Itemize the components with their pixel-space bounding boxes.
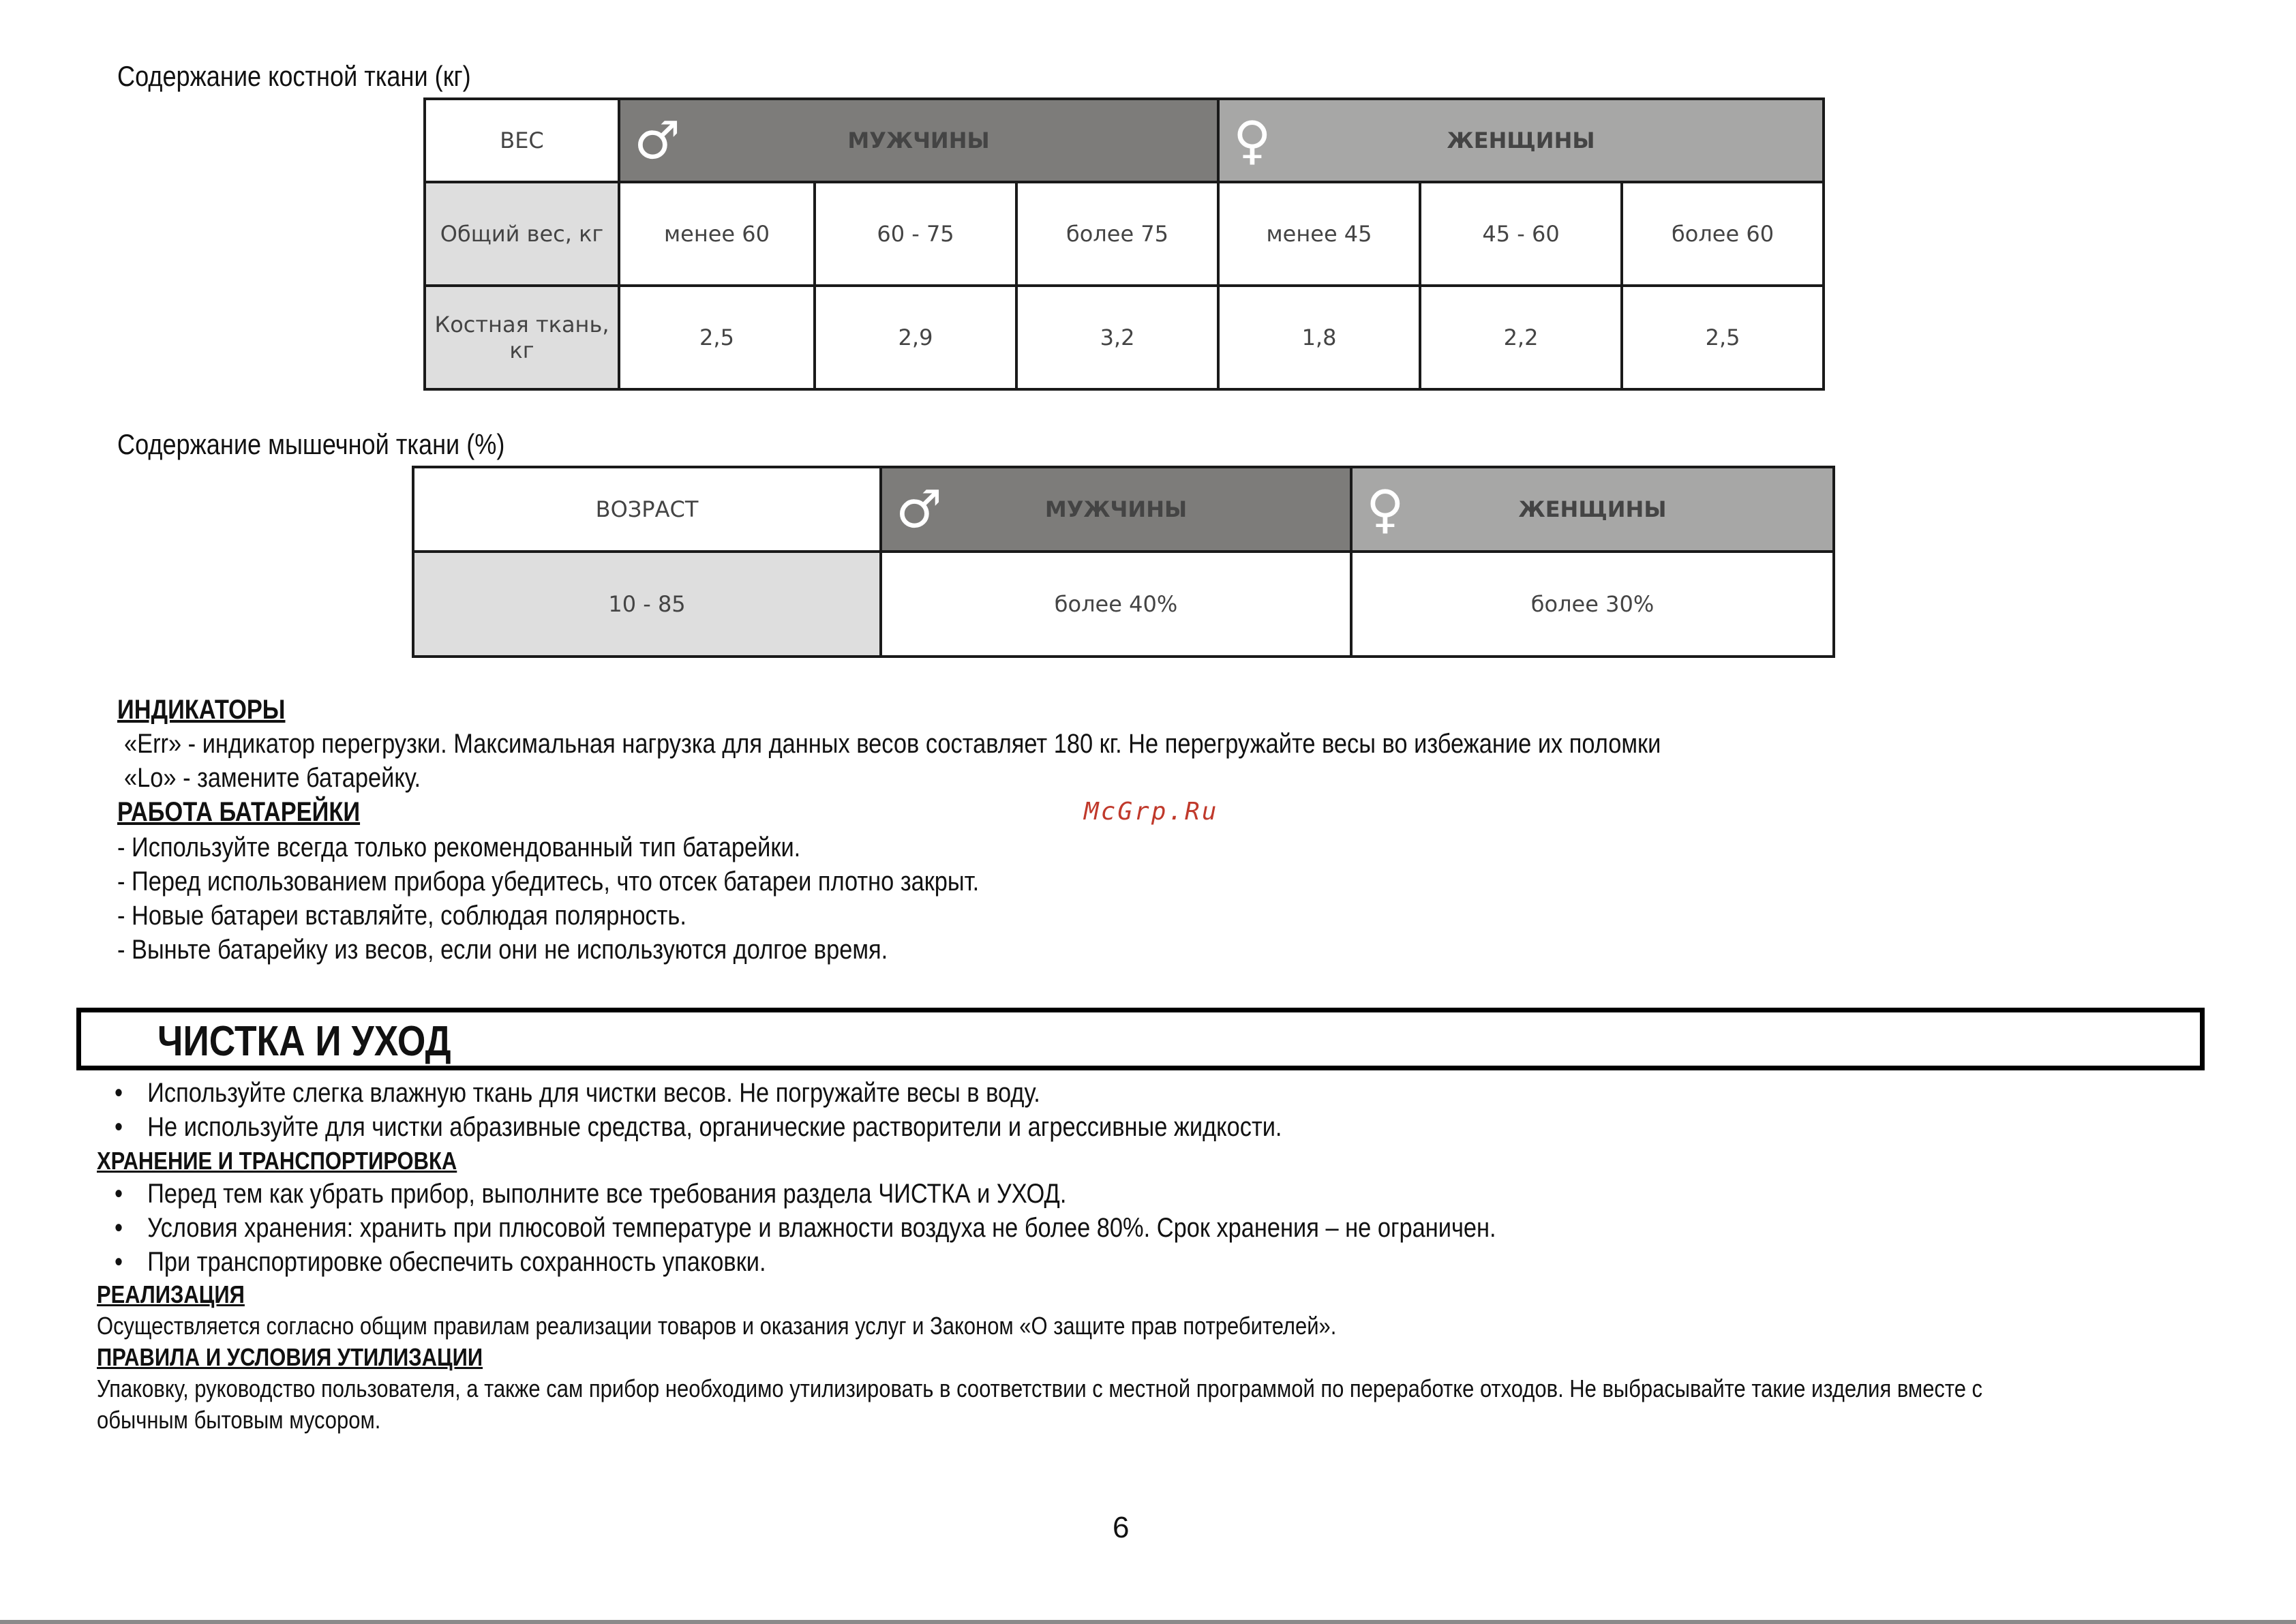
cleaning-heading-box: [76, 1008, 2205, 1070]
cleaning-item-text: Используйте слегка влажную ткань для чистки весов. Не погружайте весы в воду.: [147, 1078, 1040, 1108]
bone-table: [423, 97, 1825, 391]
muscle-women-header-label: ЖЕНЩИНЫ: [1518, 496, 1667, 522]
indicators-lo-line: «Lo» - замените батарейку.: [124, 763, 421, 793]
age-range: 10 - 85: [413, 552, 881, 657]
table-cell: 45 - 60: [1420, 182, 1622, 286]
battery-item: - Новые батареи вставляйте, соблюдая полярность.: [117, 901, 686, 931]
bullet-icon: •: [115, 1112, 123, 1142]
table-cell: 60 - 75: [815, 182, 1016, 286]
cleaning-item: [115, 1110, 1282, 1144]
battery-item: - Выньте батарейку из весов, если они не используются долгое время.: [117, 935, 888, 965]
cleaning-item-text: Не используйте для чистки абразивные средства, органические растворители и агрессивные жидкости.: [147, 1112, 1282, 1142]
table-cell: 2,5: [619, 286, 815, 389]
battery-item: - Перед использованием прибора убедитесь, что отсек батареи плотно закрыт.: [117, 867, 980, 897]
table-cell: менее 60: [619, 182, 815, 286]
cleaning-heading: ЧИСТКА И УХОД: [157, 1018, 451, 1065]
storage-item: [115, 1177, 1066, 1211]
male-symbol-icon: ♂: [634, 110, 681, 170]
male-symbol-icon: ♂: [896, 479, 943, 539]
sale-heading: РЕАЛИЗАЦИЯ: [97, 1280, 245, 1308]
disposal-heading: ПРАВИЛА И УСЛОВИЯ УТИЛИЗАЦИИ: [97, 1343, 483, 1371]
table-cell: 2,2: [1420, 286, 1622, 389]
battery-heading: РАБОТА БАТАРЕЙКИ: [117, 797, 361, 827]
storage-item: [115, 1245, 766, 1279]
bone-tissue-label: [425, 286, 619, 389]
muscle-women-header: [1351, 467, 1834, 552]
bullet-icon: •: [115, 1247, 123, 1277]
indicators-err-line: «Err» - индикатор перегрузки. Максимальная нагрузка для данных весов составляет 180 кг. Не перегружайте весы во избежание их поломки: [124, 729, 1661, 759]
men-muscle-value: более 40%: [881, 552, 1351, 657]
table-cell: менее 45: [1218, 182, 1420, 286]
page-number: 6: [1113, 1511, 1130, 1544]
disposal-text-line1: Упаковку, руководство пользователя, а также сам прибор необходимо утилизировать в соответствии с местной программой по переработке отходов. Не выбрасывайте такие изделия вместе с: [97, 1374, 1983, 1402]
battery-item: - Используйте всегда только рекомендованный тип батарейки.: [117, 832, 801, 862]
table-cell: 3,2: [1016, 286, 1218, 389]
storage-item-text: При транспортировке обеспечить сохранность упаковки.: [147, 1247, 766, 1277]
bullet-icon: •: [115, 1213, 123, 1243]
storage-item-text: Перед тем как убрать прибор, выполните все требования раздела ЧИСТКА и УХОД.: [147, 1179, 1067, 1209]
muscle-men-header: [881, 467, 1351, 552]
female-symbol-icon: ♀: [1233, 110, 1271, 170]
bullet-icon: •: [115, 1179, 123, 1209]
age-header: ВОЗРАСТ: [413, 467, 881, 552]
muscle-table: [412, 466, 1835, 658]
bullet-icon: •: [115, 1078, 123, 1108]
table-cell: 2,9: [815, 286, 1016, 389]
page-bottom-border: [0, 1620, 2296, 1624]
watermark: McGrp.Ru: [1084, 798, 1219, 826]
total-weight-label: Общий вес, кг: [425, 182, 619, 286]
female-symbol-icon: ♀: [1366, 479, 1404, 539]
table-cell: более 75: [1016, 182, 1218, 286]
cleaning-item: [115, 1076, 1040, 1110]
storage-item: [115, 1211, 1496, 1245]
table-cell: 1,8: [1218, 286, 1420, 389]
muscle-men-header-label: МУЖЧИНЫ: [1044, 496, 1188, 522]
bone-tissue-label-line1: Костная ткань,: [434, 312, 609, 337]
women-header-label: ЖЕНЩИНЫ: [1447, 127, 1595, 153]
bone-tissue-label-line2: кг: [509, 337, 534, 363]
table-cell: 2,5: [1622, 286, 1824, 389]
women-muscle-value: более 30%: [1351, 552, 1834, 657]
weight-header: ВЕС: [425, 99, 619, 182]
storage-item-text: Условия хранения: хранить при плюсовой температуре и влажности воздуха не более 80%. Срок хранения – не ограничен.: [147, 1213, 1496, 1243]
bone-table-title: Содержание костной ткани (кг): [117, 60, 471, 92]
men-header-label: МУЖЧИНЫ: [847, 127, 990, 153]
muscle-table-title: Содержание мышечной ткани (%): [117, 428, 505, 460]
sale-text: Осуществляется согласно общим правилам реализации товаров и оказания услуг и Законом «О защите прав потребителей».: [97, 1312, 1337, 1340]
storage-heading: ХРАНЕНИЕ И ТРАНСПОРТИРОВКА: [97, 1147, 457, 1175]
men-header: [619, 99, 1218, 182]
indicators-heading: ИНДИКАТОРЫ: [117, 695, 286, 725]
women-header: [1218, 99, 1824, 182]
table-cell: более 60: [1622, 182, 1824, 286]
disposal-text-line2: обычным бытовым мусором.: [97, 1406, 381, 1434]
